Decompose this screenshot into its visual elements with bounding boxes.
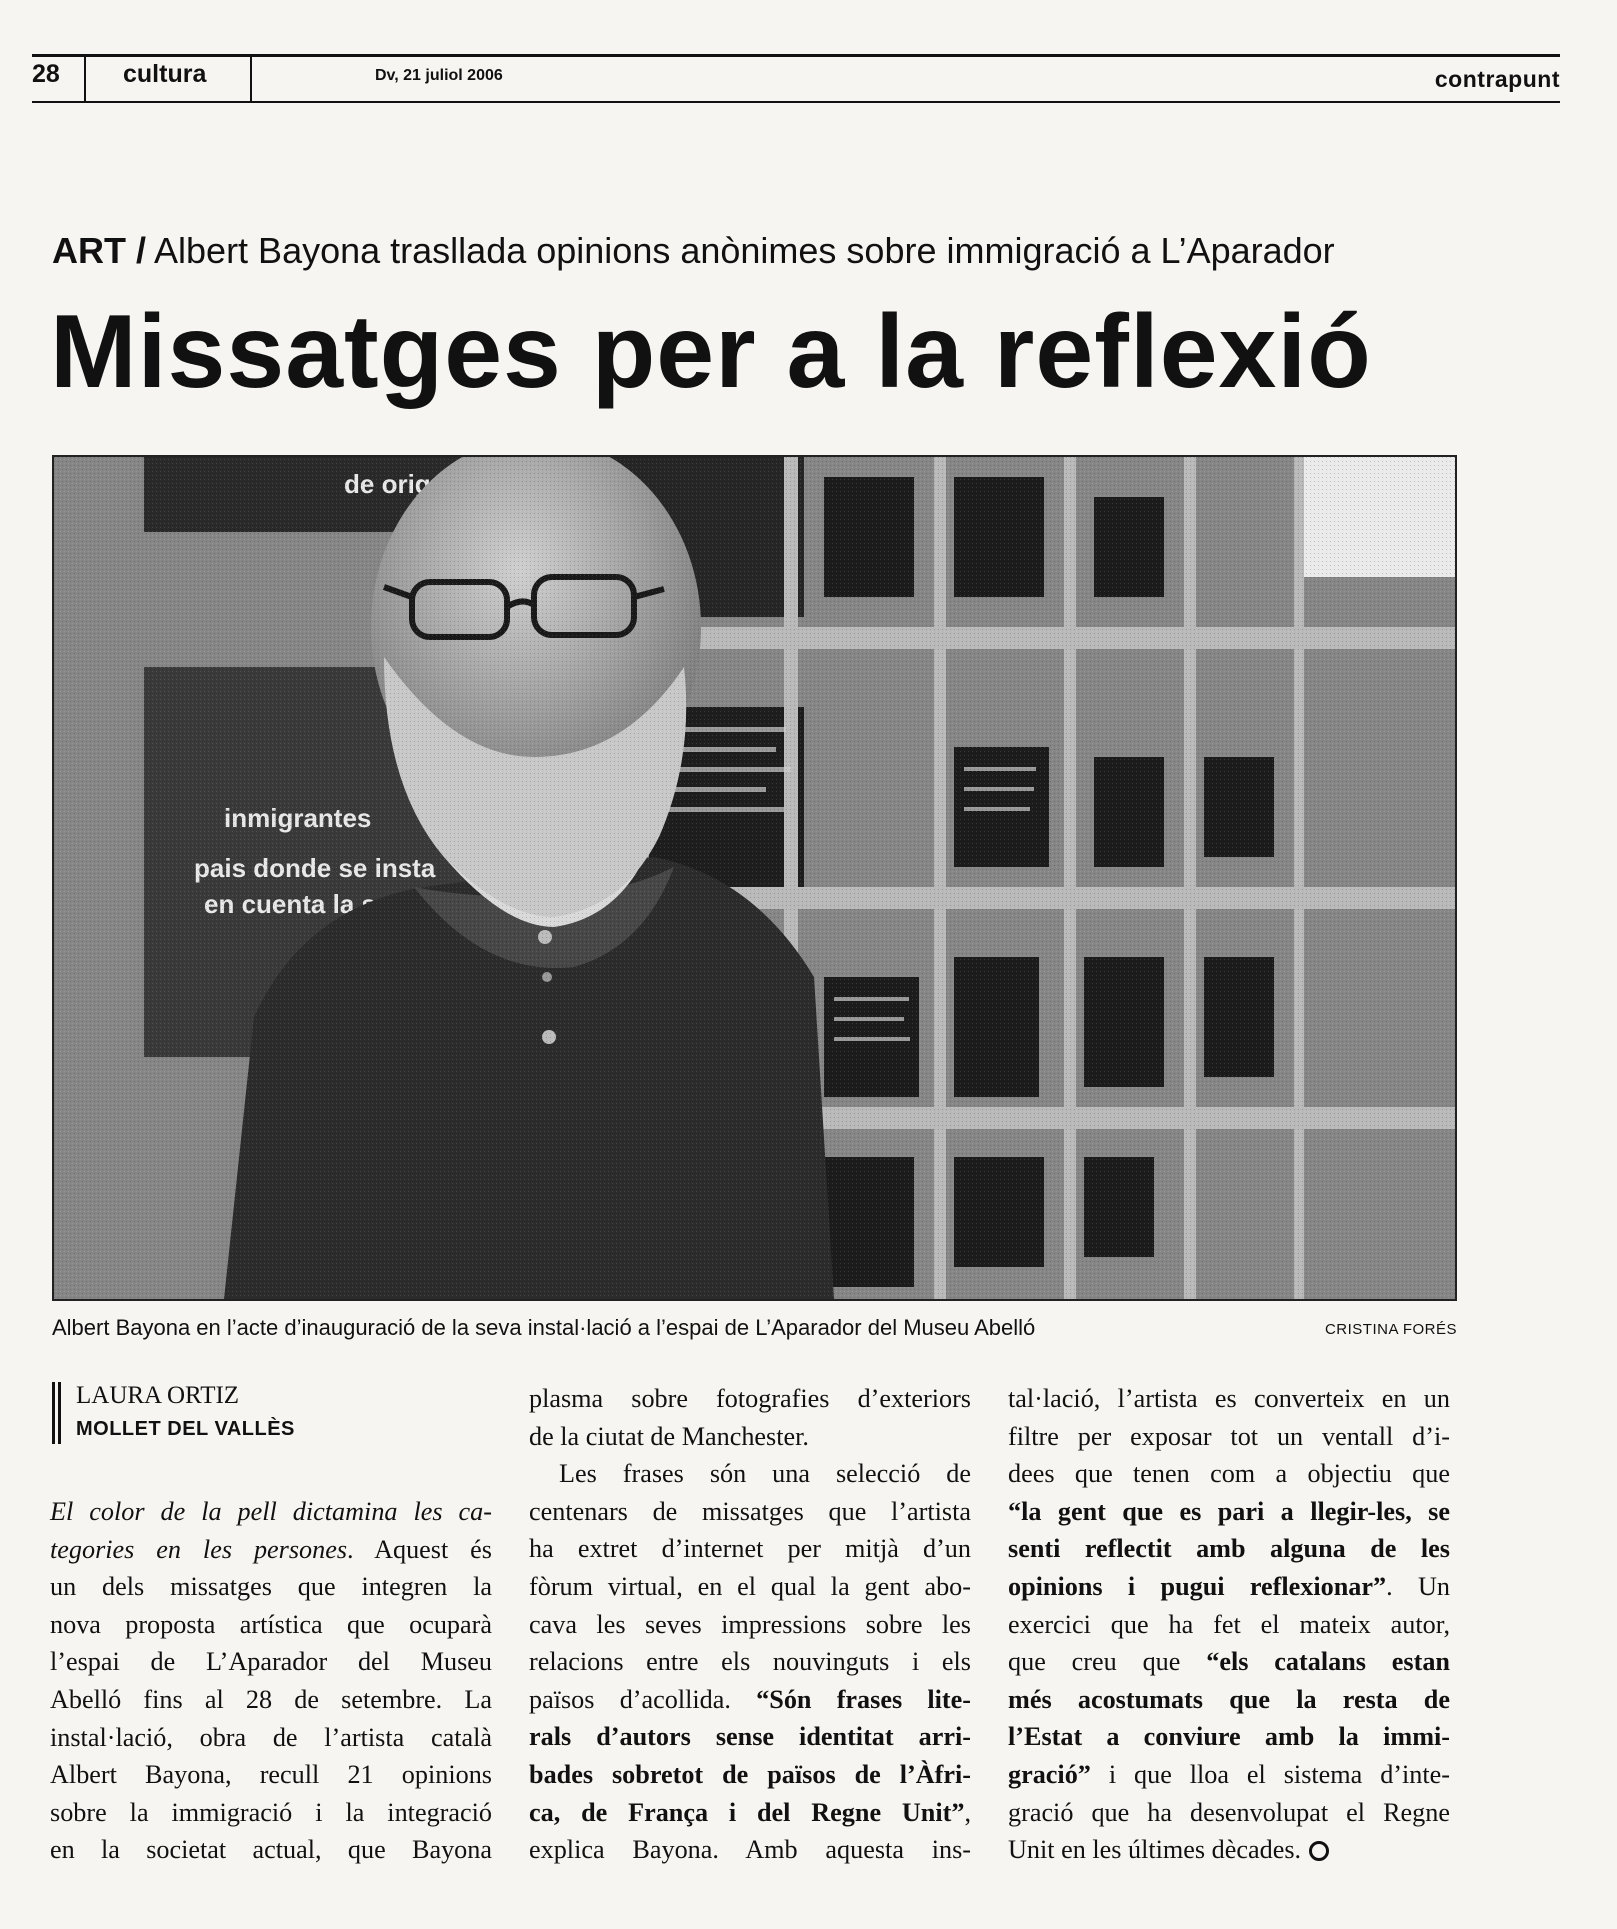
body-text: dees que tenen com a objectiu que xyxy=(1008,1459,1450,1489)
byline-author: LAURA ORTIZ xyxy=(76,1382,240,1409)
body-text: plasma sobre fotografies d’exteriors xyxy=(529,1384,971,1413)
article-line xyxy=(1008,1606,1450,1644)
body-text: Abelló fins al 28 de setembre. La xyxy=(50,1684,492,1714)
italic-text: tegories en les persones xyxy=(50,1534,348,1564)
body-text: un dels missatges que integren la xyxy=(50,1572,492,1602)
article-line xyxy=(1008,1756,1450,1794)
body-text: l’espai de L’Aparador del Museu xyxy=(50,1647,492,1677)
article-line xyxy=(50,1643,492,1681)
article-line xyxy=(529,1756,971,1794)
body-text: , xyxy=(964,1797,971,1827)
article-line xyxy=(1008,1530,1450,1568)
body-text: . Aquest és xyxy=(347,1534,492,1564)
bold-text: “Són frases lite- xyxy=(756,1684,971,1714)
body-text: que creu que xyxy=(1008,1647,1207,1677)
article-line xyxy=(529,1794,971,1832)
photo-illustration xyxy=(54,457,1455,1299)
article-line xyxy=(529,1455,971,1493)
article-line xyxy=(529,1643,971,1681)
article-line xyxy=(1008,1718,1450,1756)
article-line xyxy=(1008,1455,1450,1493)
photo-credit: CRISTINA FORÉS xyxy=(1324,1321,1457,1338)
article-line xyxy=(529,1493,971,1531)
article-line xyxy=(529,1380,971,1418)
article-line xyxy=(529,1718,971,1756)
body-text: explica Bayona. Amb aquesta ins- xyxy=(529,1835,971,1865)
body-text: centenars de missatges que l’artista xyxy=(529,1496,971,1526)
body-text: tal·lació, l’artista es converteix en un xyxy=(1008,1384,1450,1413)
body-text: ha extret d’internet per mitjà d’un xyxy=(529,1534,971,1564)
article-line xyxy=(1008,1794,1450,1832)
body-text: Albert Bayona, recull 21 opinions xyxy=(50,1760,492,1790)
article-line xyxy=(529,1568,971,1606)
photo-caption: Albert Bayona en l’acte d’inauguració de la seva instal·lació a l’espai de L’Aparador del Museu Abelló xyxy=(52,1315,1036,1340)
article-line xyxy=(50,1493,492,1531)
italic-text: El color de la pell dictamina les ca- xyxy=(50,1497,492,1526)
article-line xyxy=(50,1719,492,1757)
bold-text: opinions i pugui reflexionar” xyxy=(1008,1571,1387,1601)
body-text: nova proposta artística que ocuparà xyxy=(50,1609,492,1639)
masthead-divider xyxy=(250,56,252,102)
article-line xyxy=(50,1831,492,1869)
article-photo xyxy=(52,455,1457,1301)
body-text: Unit en les últimes dècades. xyxy=(1008,1835,1302,1865)
kicker xyxy=(52,230,1335,272)
article-line xyxy=(50,1606,492,1644)
article-column-2 xyxy=(529,1380,971,1869)
body-text: filtre per exposar tot un ventall d’i- xyxy=(1008,1421,1450,1451)
article-line xyxy=(50,1756,492,1794)
bold-text: senti reflectit amb alguna de les xyxy=(1008,1534,1450,1564)
body-text: instal·lació, obra de l’artista català xyxy=(50,1722,492,1752)
byline-rule xyxy=(58,1382,61,1444)
kicker-text: Albert Bayona trasllada opinions anònimes sobre immigració a L’Aparador xyxy=(154,230,1335,271)
byline-location: MOLLET DEL VALLÈS xyxy=(76,1418,295,1440)
bold-text: gració” xyxy=(1008,1759,1091,1789)
body-text: i que lloa el sistema d’inte- xyxy=(1090,1759,1450,1789)
body-text: cava les seves impressions sobre les xyxy=(529,1609,971,1639)
article-column-3 xyxy=(1008,1380,1450,1869)
byline-rule xyxy=(52,1382,55,1444)
bold-text: “la gent que es pari a llegir-les, se xyxy=(1008,1496,1450,1526)
body-text: de la ciutat de Manchester. xyxy=(529,1421,809,1451)
body-text: Les frases són una selecció de xyxy=(559,1459,971,1489)
body-text: sobre la immigració i la integració xyxy=(50,1797,492,1827)
article-line xyxy=(50,1681,492,1719)
body-text: fòrum virtual, en el qual la gent abo- xyxy=(529,1571,971,1601)
article-line xyxy=(1008,1568,1450,1606)
bold-text: més acostumats que la resta de xyxy=(1008,1684,1450,1714)
end-of-article-icon xyxy=(1309,1841,1329,1861)
bold-text: rals d’autors sense identitat arri- xyxy=(529,1722,971,1752)
body-text: . Un xyxy=(1386,1571,1450,1601)
article-line xyxy=(529,1418,971,1456)
article-line xyxy=(1008,1831,1450,1869)
article-line xyxy=(1008,1380,1450,1418)
article-line xyxy=(1008,1418,1450,1456)
body-text: exercici que ha fet el mateix autor, xyxy=(1008,1609,1450,1639)
bold-text: l’Estat a conviure amb la immi- xyxy=(1008,1722,1450,1752)
article-line xyxy=(1008,1643,1450,1681)
body-text: gració que ha desenvolupat el Regne xyxy=(1008,1797,1450,1827)
issue-date: Dv, 21 juliol 2006 xyxy=(375,67,503,84)
publication-name: contrapunt xyxy=(1434,66,1560,92)
body-text: països d’acollida. xyxy=(529,1684,757,1714)
headline: Missatges per a la reflexió xyxy=(50,294,1372,410)
kicker-tag: ART / xyxy=(52,230,146,271)
article-line xyxy=(50,1568,492,1606)
page-number: 28 xyxy=(32,60,60,88)
article-line xyxy=(529,1681,971,1719)
bold-text: “els catalans estan xyxy=(1206,1647,1450,1677)
bold-text: bades sobretot de països de l’Àfri- xyxy=(529,1759,971,1789)
body-text: en la societat actual, que Bayona xyxy=(50,1835,492,1865)
article-line xyxy=(1008,1493,1450,1531)
bold-text: ca, de França i del Regne Unit” xyxy=(529,1797,965,1827)
masthead-top-rule xyxy=(32,54,1560,57)
article-line xyxy=(1008,1681,1450,1719)
article-line xyxy=(529,1606,971,1644)
article-column-1 xyxy=(50,1493,492,1869)
masthead-divider xyxy=(84,56,86,102)
section-name: cultura xyxy=(123,60,207,88)
masthead-bottom-rule xyxy=(32,101,1560,103)
article-line xyxy=(529,1831,971,1869)
article-line xyxy=(50,1531,492,1569)
article-line xyxy=(50,1794,492,1832)
body-text: relacions entre els nouvinguts i els xyxy=(529,1647,971,1677)
article-line xyxy=(529,1530,971,1568)
